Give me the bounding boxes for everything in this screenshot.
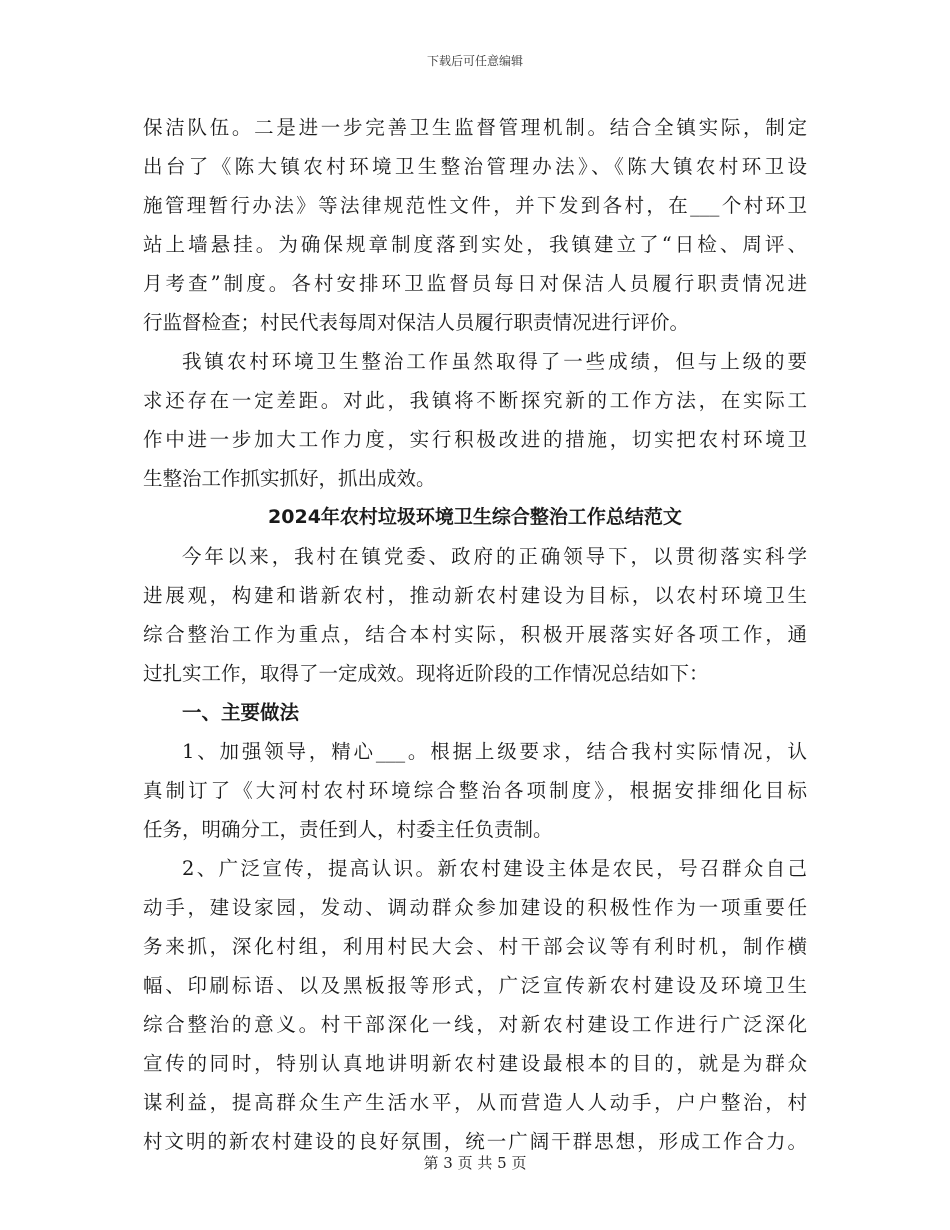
text-line: 求还存在一定差距。对此，我镇将不断探究新的工作方法，在实际工 (143, 389, 807, 412)
text-line: 综合整治工作为重点，结合本村实际，积极开展落实好各项工作，通 (143, 623, 807, 646)
paragraph-2 (143, 342, 807, 498)
text-line: 谋利益，提高群众生产生活水平，从而营造人人动手，户户整治，村 (143, 1091, 807, 1114)
text-line: 过扎实工作，取得了一定成效。现将近阶段的工作情况总结如下： (143, 662, 709, 685)
text-line: 出台了《陈大镇农村环境卫生整治管理办法》、《陈大镇农村环卫设 (143, 155, 807, 178)
text-line: 动手，建设家园，发动、调动群众参加建设的积极性作为一项重要任 (143, 896, 807, 919)
text-line: 进展观，构建和谐新农村，推动新农村建设为目标，以农村环境卫生 (143, 584, 807, 607)
text-line: 务来抓，深化村组，利用村民大会、村干部会议等有利时机，制作横 (143, 935, 807, 958)
text-line: 1、加强领导，精心___。根据上级要求，结合我村实际情况，认 (182, 740, 807, 763)
text-line: 今年以来，我村在镇党委、政府的正确领导下，以贯彻落实科学 (182, 545, 807, 568)
page-header: 下载后可任意编辑 (426, 54, 523, 68)
text-line: 任务，明确分工，责任到人，村委主任负责制。 (143, 818, 553, 841)
section-heading: 一、主要做法 (182, 701, 300, 724)
text-line: 生整治工作抓实抓好，抓出成效。 (143, 467, 436, 490)
paragraph-3 (143, 537, 807, 693)
text-line: 行监督检查；村民代表每周对保洁人员履行职责情况进行评价。 (143, 311, 690, 334)
text-line: 综合整治的意义。村干部深化一线，对新农村建设工作进行广泛深化 (143, 1013, 807, 1036)
text-line: 真制订了《大河村农村环境综合整治各项制度》，根据安排细化目标 (143, 779, 807, 802)
text-line: 作中进一步加大工作力度，实行积极改进的措施，切实把农村环境卫 (143, 428, 807, 451)
paragraph-1 (143, 108, 807, 342)
page-footer: 第 3 页 共 5 页 (423, 1154, 527, 1172)
text-line: 幅、印刷标语、以及黑板报等形式，广泛宣传新农村建设及环境卫生 (143, 974, 807, 997)
article-title: 2024年农村垃圾环境卫生综合整治工作总结范文 (268, 506, 682, 528)
text-line: 站上墙悬挂。为确保规章制度落到实处，我镇建立了“日检、周评、 (143, 233, 807, 256)
text-line: 保洁队伍。二是进一步完善卫生监督管理机制。结合全镇实际，制定 (143, 116, 807, 139)
paragraph-5 (143, 849, 807, 1161)
text-line: 我镇农村环境卫生整治工作虽然取得了一些成绩，但与上级的要 (182, 350, 807, 373)
text-line: 月考查”制度。各村安排环卫监督员每日对保洁人员履行职责情况进 (143, 272, 807, 295)
text-line: 宣传的同时，特别认真地讲明新农村建设最根本的目的，就是为群众 (143, 1052, 807, 1075)
paragraph-4 (143, 732, 807, 849)
text-line: 施管理暂行办法》等法律规范性文件，并下发到各村，在___个村环卫 (143, 194, 807, 217)
text-line: 村文明的新农村建设的良好氛围，统一广阔干群思想，形成工作合力。 (143, 1130, 807, 1153)
text-line: 2、广泛宣传，提高认识。新农村建设主体是农民，号召群众自己 (182, 857, 807, 880)
document-body (143, 108, 807, 1161)
